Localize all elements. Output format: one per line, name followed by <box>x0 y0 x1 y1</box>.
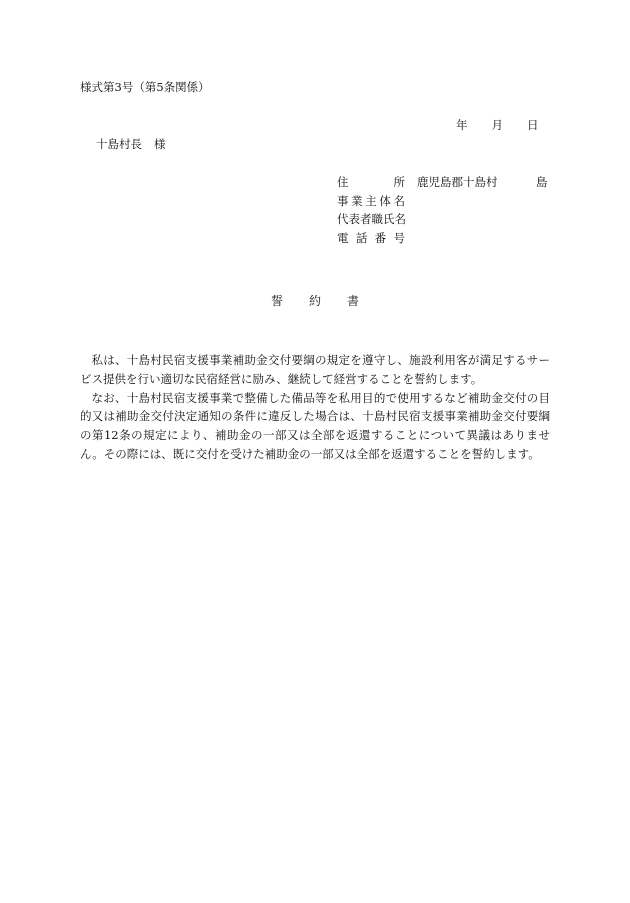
date-month: 月 <box>491 118 503 132</box>
date-year: 年 <box>456 118 468 132</box>
phone-label-char: 電 <box>337 231 349 245</box>
address-label-char-1: 住 <box>337 175 349 189</box>
phone-row <box>337 233 405 245</box>
phone-label <box>337 233 405 245</box>
business-label-char: 体 <box>379 194 391 208</box>
date-day: 日 <box>527 118 539 132</box>
business-label-char: 事 <box>337 194 349 208</box>
business-name-label <box>337 196 405 208</box>
address-island: 島 <box>536 175 548 189</box>
pledge-paragraph-1: 私は、十島村民宿支援事業補助金交付要綱の規定を遵守し、施設利用客が満足するサービス提供を行い適切な民宿経営に励み、継続して経営することを誓約します。 <box>80 353 550 386</box>
applicant-address-row <box>337 177 547 189</box>
pledge-paragraph-2: なお、十島村民宿支援事業で整備した備品等を私用目的で使用するなど補助金交付の目的又は補助金交付決定通知の条件に違反した場合は、十島村民宿支援事業補助金交付要綱の第12条の規定により、補助金の一部又は全部を返還することについて異議はありません。その際には、既に交付を受けた補助金の一部又は全部を返還することを誓約します。 <box>80 390 550 461</box>
title-char: 誓 <box>270 294 283 308</box>
business-label-char: 主 <box>365 194 377 208</box>
date-line <box>456 120 539 132</box>
business-label-char: 業 <box>351 194 363 208</box>
representative-label: 代表者職氏名 <box>337 212 406 226</box>
business-label-char: 名 <box>393 194 405 208</box>
representative-row <box>337 214 405 226</box>
document-title <box>0 295 630 308</box>
title-char: 約 <box>308 294 321 308</box>
phone-label-char: 号 <box>393 231 405 245</box>
address-label <box>337 177 405 189</box>
business-name-row <box>337 196 405 208</box>
phone-label-char: 話 <box>355 231 368 245</box>
address-label-char-2: 所 <box>393 175 405 189</box>
address-value: 鹿児島郡十島村 <box>417 175 498 189</box>
phone-label-char: 番 <box>374 231 387 245</box>
addressee-honorific: 様 <box>154 137 166 151</box>
form-number: 様式第3号（第5条関係） <box>80 80 210 94</box>
title-char: 書 <box>347 294 360 308</box>
addressee <box>96 139 166 151</box>
addressee-name: 十島村長 <box>96 137 142 151</box>
pledge-body <box>80 351 550 464</box>
